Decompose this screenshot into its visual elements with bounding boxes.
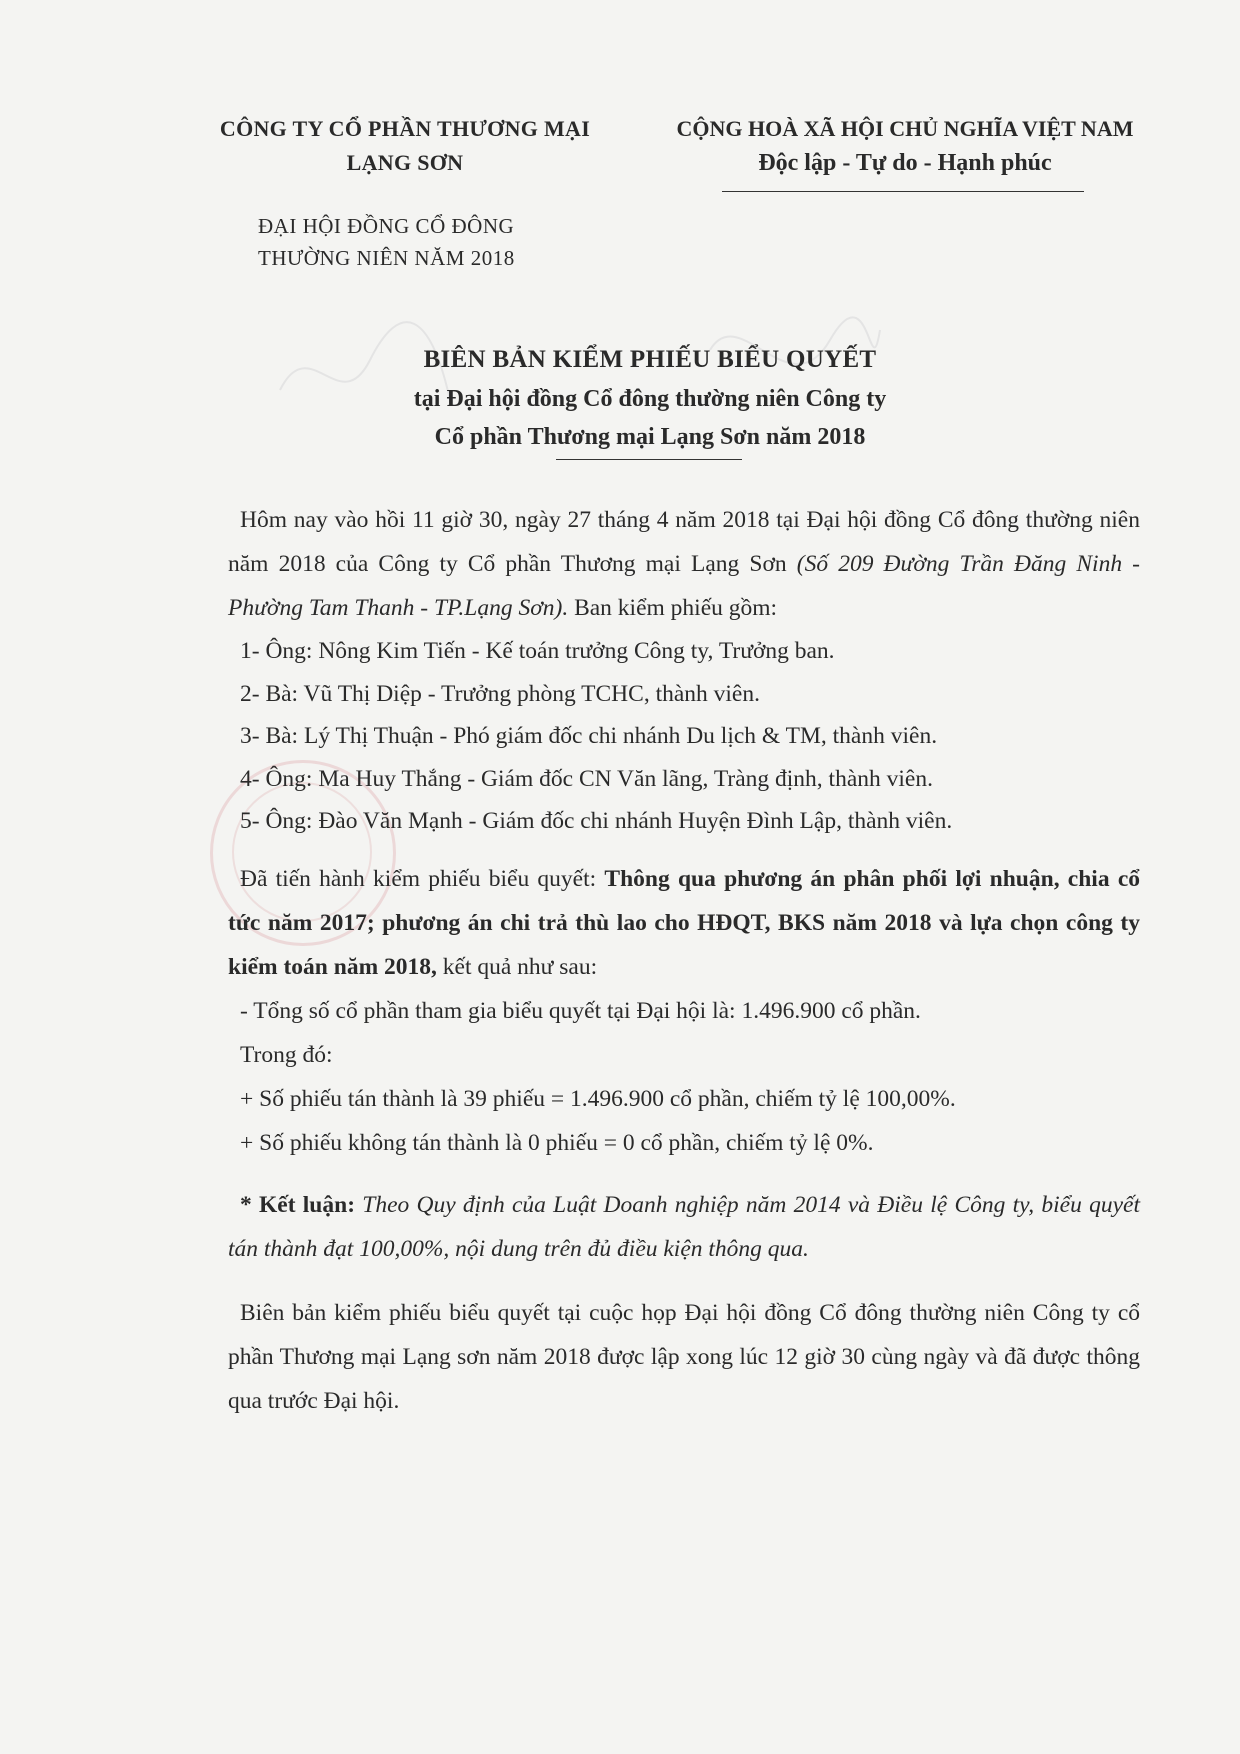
- vote-disapprove: + Số phiếu không tán thành là 0 phiếu = 0 cổ phần, chiếm tỷ lệ 0%.: [240, 1129, 874, 1156]
- voting-paragraph: [228, 857, 1140, 989]
- nation-motto: Độc lập - Tự do - Hạnh phúc: [758, 150, 1052, 176]
- vote-among: Trong đó:: [240, 1041, 333, 1068]
- conclusion-label: * Kết luận:: [240, 1191, 356, 1218]
- list-item: 1- Ông: Nông Kim Tiến - Kế toán trưởng Công ty, Trưởng ban.: [240, 638, 835, 664]
- committee-list: [228, 630, 1140, 843]
- closing-paragraph: Biên bản kiểm phiếu biểu quyết tại cuộc họp Đại hội đồng Cổ đông thường niên Công ty cổ phần Thương mại Lạng sơn năm 2018 được lập xong lúc 12 giờ 30 cùng ngày và đã được thông qua trước Đại hội.: [228, 1299, 1140, 1414]
- intro-tail: Ban kiểm phiếu gồm:: [568, 595, 778, 621]
- list-item: 5- Ông: Đào Văn Mạnh - Giám đốc chi nhánh Huyện Đình Lập, thành viên.: [240, 808, 953, 834]
- title-underline: [556, 459, 742, 460]
- intro-paragraph: [228, 498, 1140, 630]
- list-item: 3- Bà: Lý Thị Thuận - Phó giám đốc chi nhánh Du lịch & TM, thành viên.: [240, 723, 938, 749]
- title-line3: Cổ phần Thương mại Lạng Sơn năm 2018: [434, 424, 866, 450]
- voting-lead: Đã tiến hành kiểm phiếu biểu quyết:: [240, 865, 605, 892]
- nation-name: CỘNG HOÀ XÃ HỘI CHỦ NGHĨA VIỆT NAM: [676, 116, 1134, 141]
- conclusion-text: Theo Quy định của Luật Doanh nghiệp năm 2014 và Điều lệ Công ty, biểu quyết tán thành đạt 100,00%, nội dung trên đủ điều kiện thông qua.: [228, 1191, 1140, 1262]
- intro-text: Hôm nay vào hồi 11 giờ 30, ngày 27 tháng 4 năm 2018 tại Đại hội đồng Cổ đông thường niên năm 2018 của Công ty Cổ phần Thương mại Lạng Sơn: [228, 507, 1140, 577]
- intro-address: (Số 209 Đường Trần Đăng Ninh - Phường Tam Thanh - TP.Lạng Sơn).: [228, 551, 1141, 621]
- list-item: 4- Ông: Ma Huy Thắng - Giám đốc CN Văn lãng, Tràng định, thành viên.: [240, 765, 933, 792]
- list-item: 2- Bà: Vũ Thị Diệp - Trưởng phòng TCHC, thành viên.: [240, 680, 760, 707]
- document-body: [228, 498, 1140, 1423]
- meeting-label: [258, 210, 558, 274]
- company-header: [190, 112, 620, 180]
- vote-approve: + Số phiếu tán thành là 39 phiếu = 1.496.900 cổ phần, chiếm tỷ lệ 100,00%.: [240, 1085, 956, 1112]
- meeting-line1: ĐẠI HỘI ĐỒNG CỔ ĐÔNG: [258, 214, 515, 238]
- conclusion-paragraph: [228, 1183, 1140, 1271]
- title-line1: BIÊN BẢN KIỂM PHIẾU BIỂU QUYẾT: [423, 346, 877, 373]
- motto-underline: [722, 191, 1084, 192]
- document-title: [300, 340, 1000, 456]
- voting-tail: kết quả như sau:: [436, 953, 598, 980]
- vote-total: - Tổng số cổ phần tham gia biểu quyết tại Đại hội là: 1.496.900 cổ phần.: [240, 997, 921, 1024]
- meeting-line2: THƯỜNG NIÊN NĂM 2018: [258, 246, 515, 270]
- nation-header: [640, 112, 1170, 180]
- voting-subject: Thông qua phương án phân phối lợi nhuận, chia cổ tức năm 2017; phương án chi trả thù lao cho HĐQT, BKS năm 2018 và lựa chọn công ty kiểm toán năm 2018,: [228, 865, 1141, 980]
- company-name-line2: LẠNG SƠN: [346, 150, 464, 175]
- company-name-line1: CÔNG TY CỔ PHẦN THƯƠNG MẠI: [219, 116, 591, 141]
- title-line2: tại Đại hội đồng Cổ đông thường niên Công ty: [413, 386, 887, 412]
